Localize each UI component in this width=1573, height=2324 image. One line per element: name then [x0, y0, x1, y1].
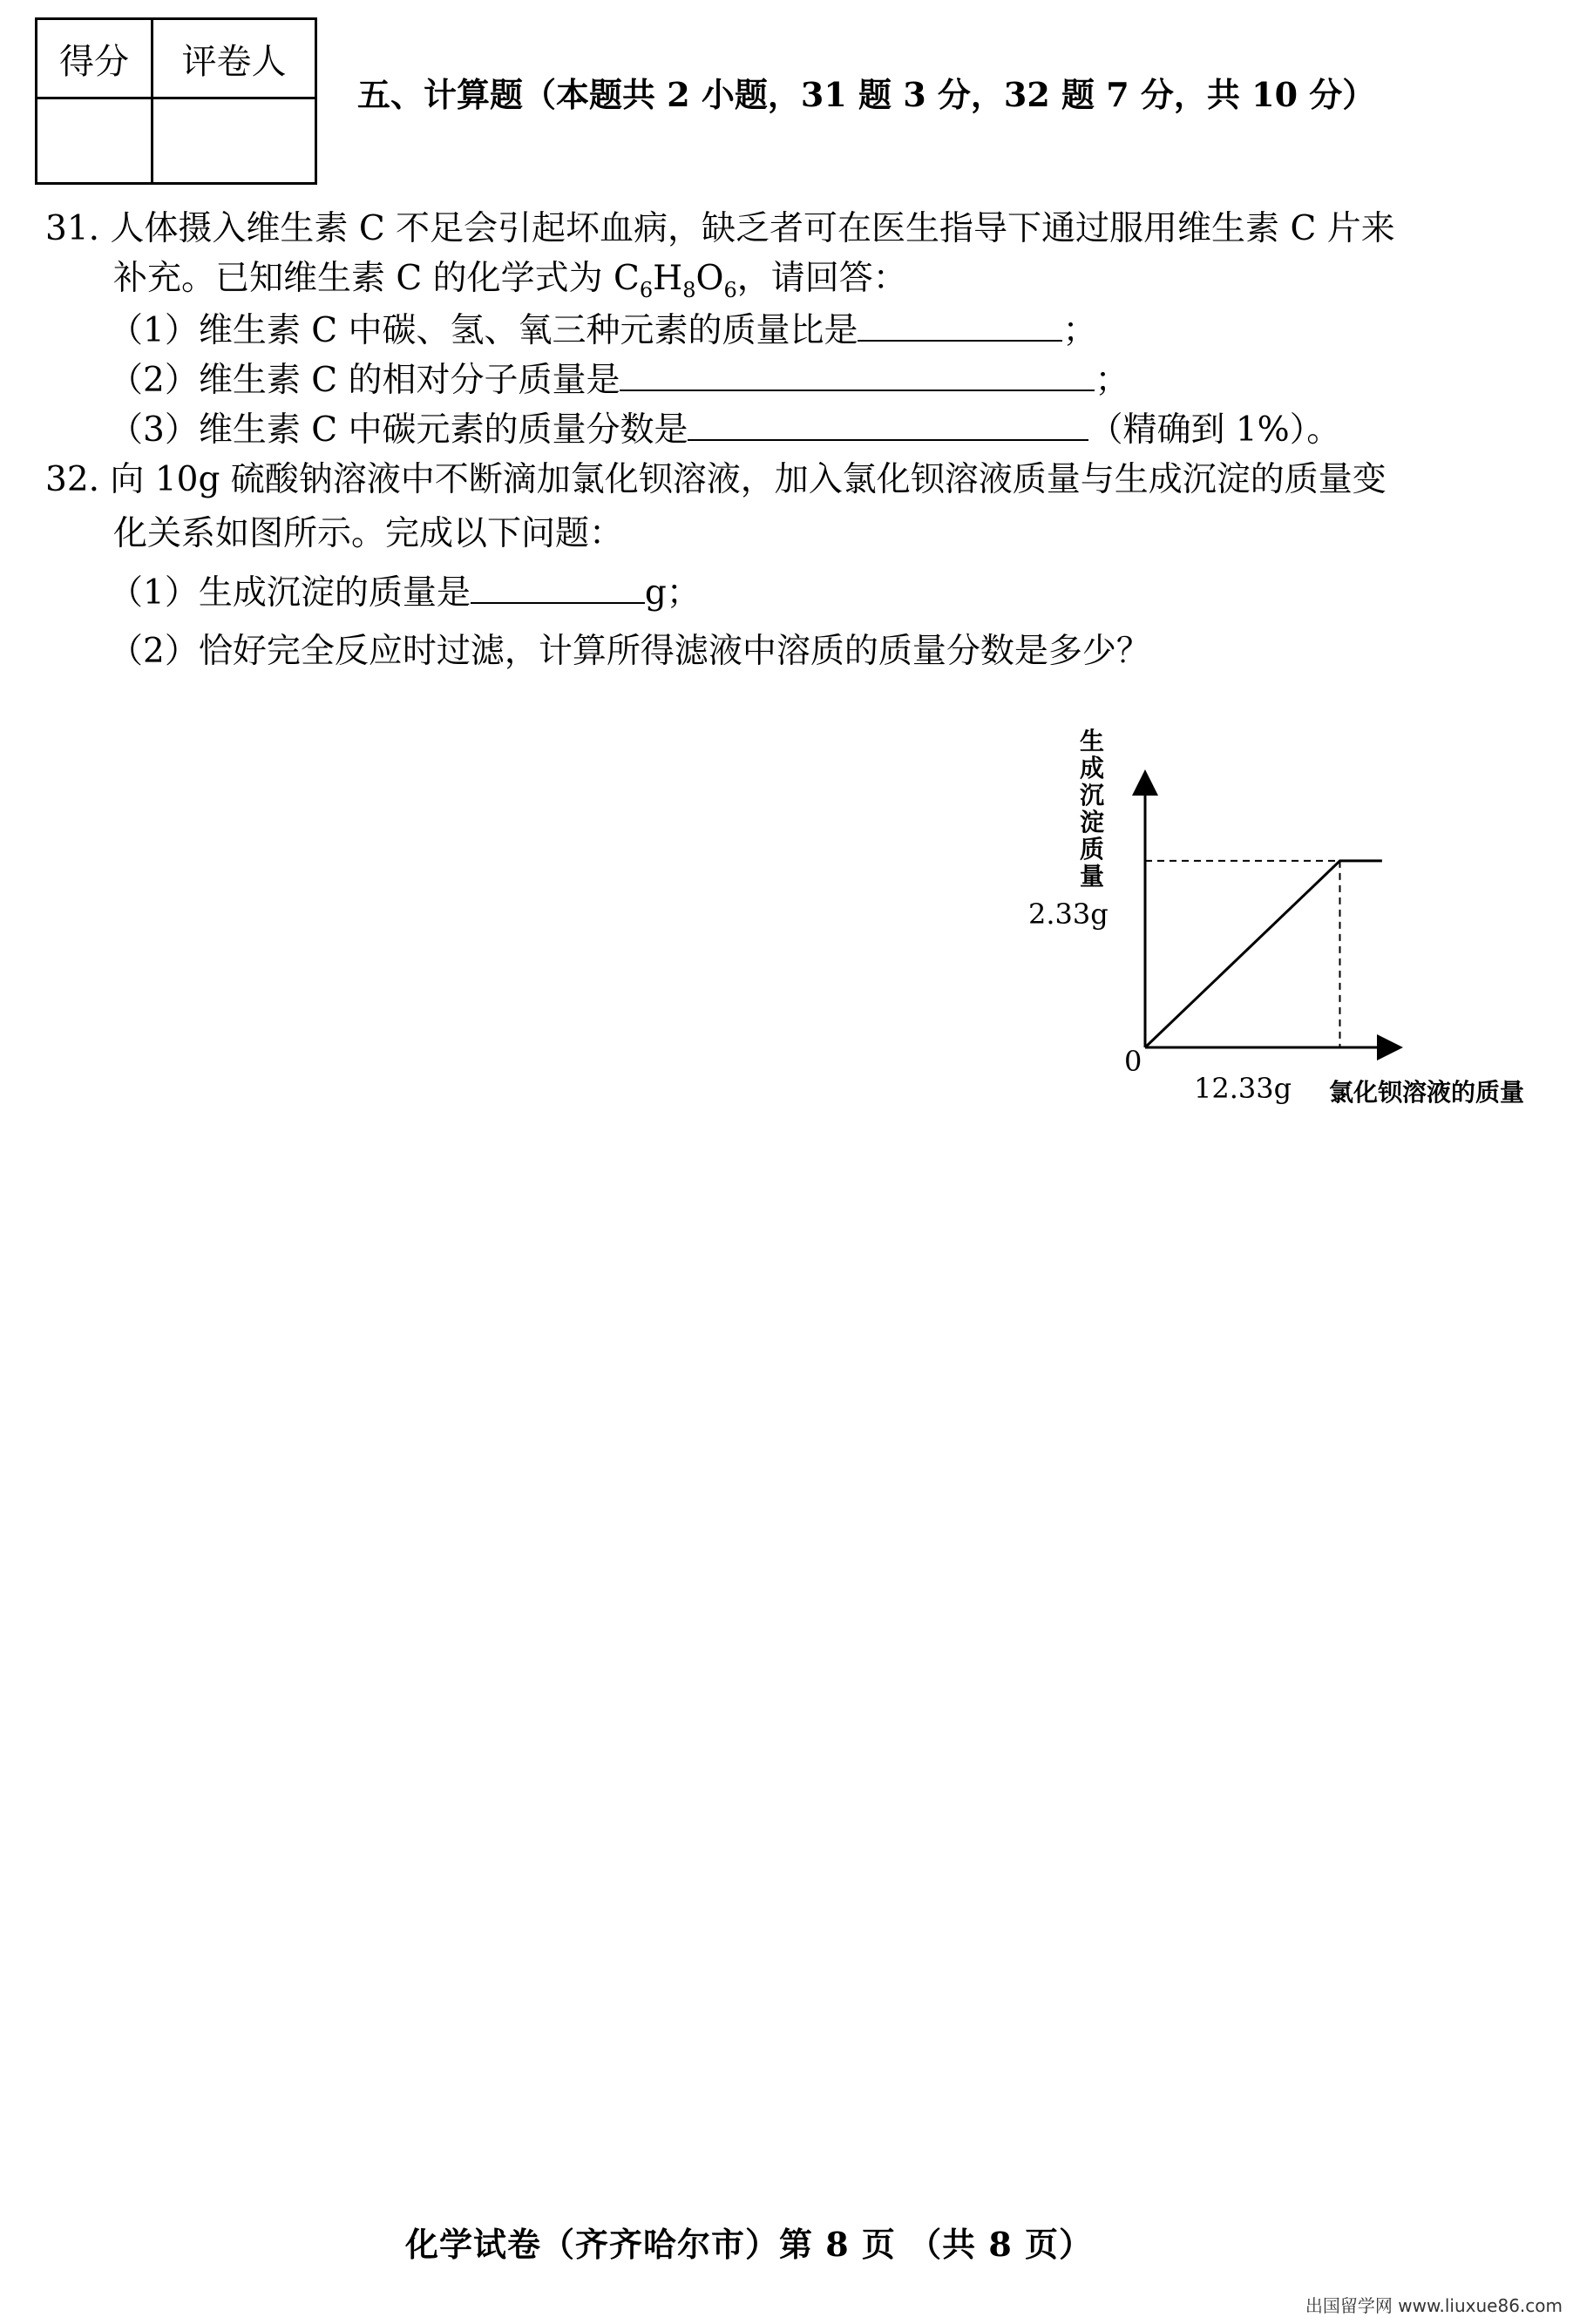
score-cell[interactable]: [37, 98, 153, 184]
q31-line1: 31. 人体摄入维生素 C 不足会引起坏血病，缺乏者可在医生指导下通过服用维生素 C 片来: [45, 209, 1395, 248]
q31-sub3-answer-blank[interactable]: [688, 408, 1088, 441]
q32-line1: 32. 向 10g 硫酸钠溶液中不断滴加氯化钡溶液，加入氯化钡溶液质量与生成沉淀的质量变: [45, 460, 1387, 499]
chart-y-tick-label: 2.33g: [1028, 898, 1109, 931]
precipitate-chart: [1115, 767, 1412, 1081]
q31-sub1-answer-blank[interactable]: [858, 308, 1062, 342]
grader-cell[interactable]: [153, 98, 316, 184]
q32-sub2: （2）恰好完全反应时过滤，计算所得滤液中溶质的质量分数是多少？: [109, 632, 1150, 671]
chart-series-line: [1145, 861, 1382, 1047]
vitamin-c-formula: $C_6H_8O_6$: [614, 259, 737, 302]
q32-line2: 化关系如图所示。完成以下问题：: [113, 514, 624, 553]
q31-sub2-answer-blank[interactable]: [620, 358, 1095, 391]
q31-sub2: （2）维生素 C 的相对分子质量是 ；: [109, 358, 1129, 402]
section-header: 五、计算题（本题共 2 小题，31 题 3 分，32 题 7 分，共 10 分）: [357, 75, 1376, 114]
q32-sub1-answer-blank[interactable]: [471, 571, 645, 604]
q31-line2-prefix: 补充。已知维生素 C 的化学式为: [113, 259, 614, 298]
watermark: 出国留学网 www.liuxue86.com: [1305, 2295, 1563, 2316]
chart-y-axis-label: 生成沉淀质量: [1079, 727, 1104, 891]
page-footer: 化学试卷（齐齐哈尔市）第 8 页 （共 8 页）: [405, 2225, 1094, 2264]
q31-sub3: （3）维生素 C 中碳元素的质量分数是 （精确到 1%）。: [109, 408, 1340, 451]
score-table: [35, 17, 317, 185]
chart-origin-label: 0: [1124, 1045, 1142, 1078]
chart-x-axis-label: 氯化钡溶液的质量: [1329, 1078, 1525, 1107]
q31-line2-suffix: ，请回答：: [736, 259, 907, 298]
q31-line2: [113, 259, 907, 303]
grader-label: 评卷人: [153, 19, 316, 98]
q32-sub1: （1）生成沉淀的质量是 g；: [109, 571, 701, 614]
score-label: 得分: [37, 19, 153, 98]
q31-sub1: （1）维生素 C 中碳、氢、氧三种元素的质量比是 ；: [109, 308, 1096, 352]
chart-x-tick-label: 12.33g: [1194, 1072, 1292, 1105]
